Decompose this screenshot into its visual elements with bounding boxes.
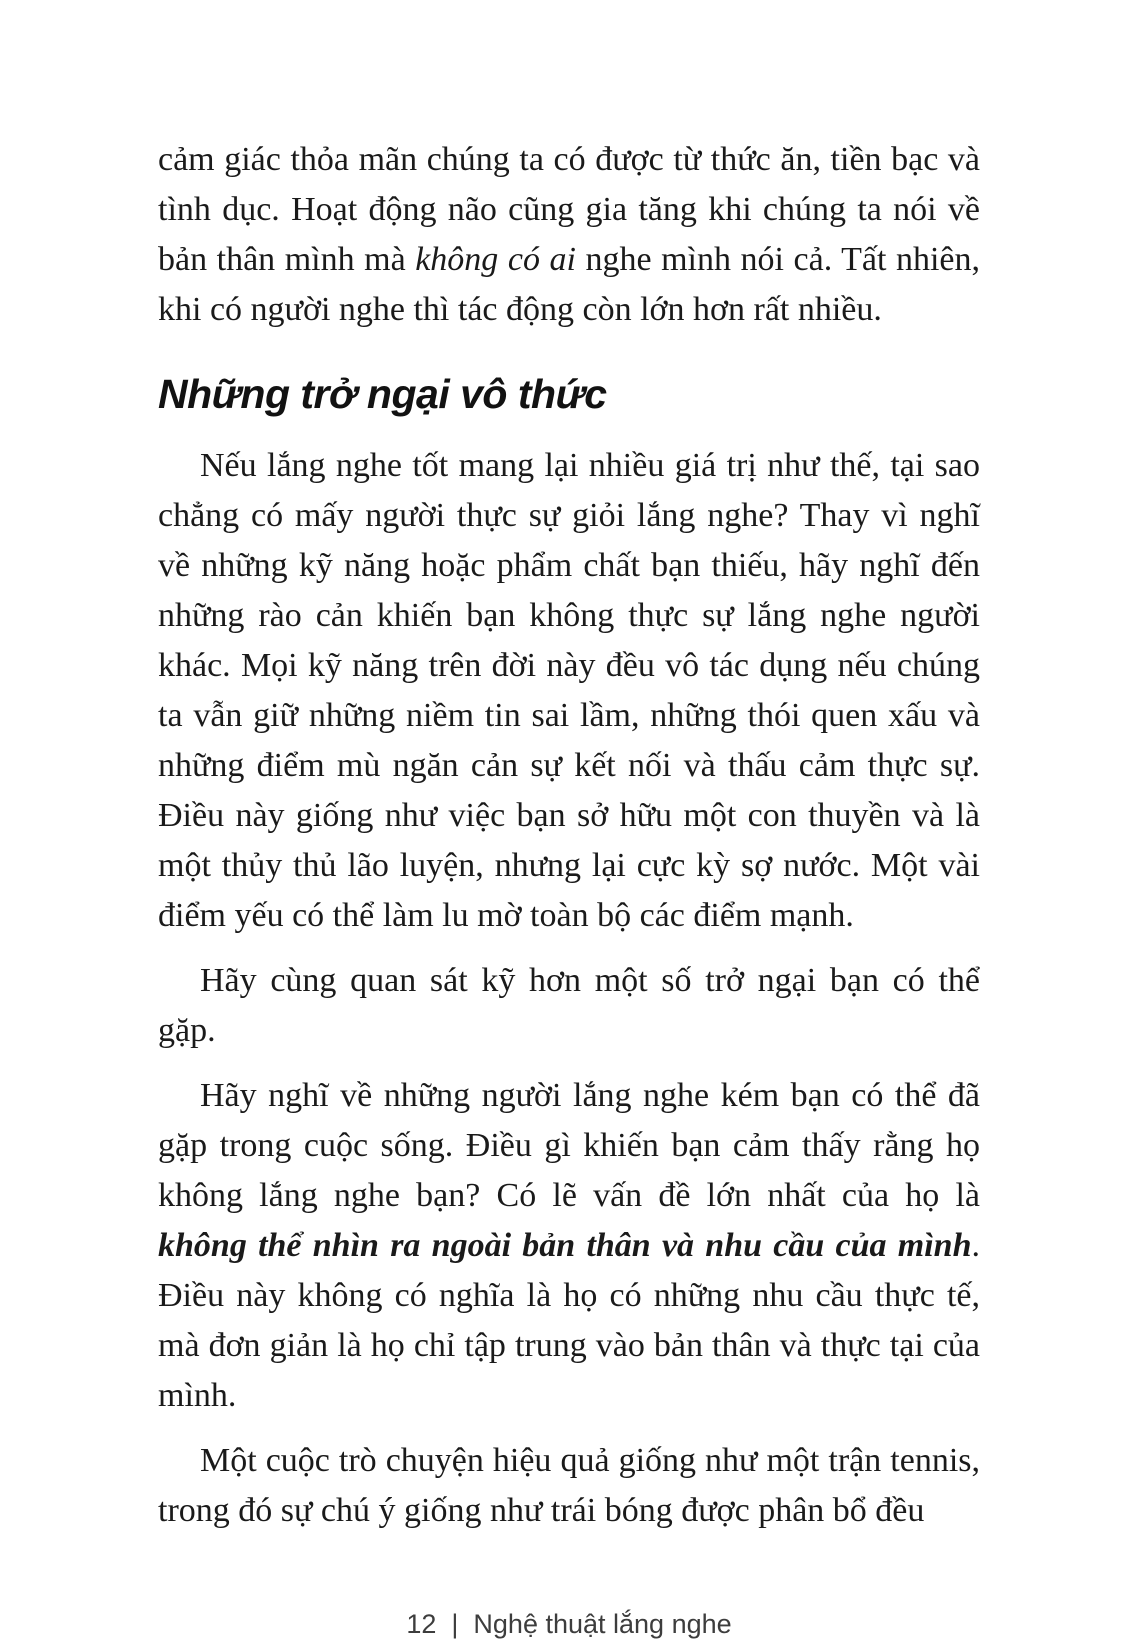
page-number: 12 bbox=[406, 1609, 437, 1639]
italic-phrase: không có ai bbox=[415, 241, 576, 278]
paragraph-barriers: Nếu lắng nghe tốt mang lại nhiều giá trị như thế, tại sao chẳng có mấy người thực sự giỏi lắng nghe? Thay vì nghĩ về những kỹ năng hoặc phẩm chất bạn thiếu, hãy nghĩ đến những rào cản khiến bạn không thực sự lắng nghe người khác. Mọi kỹ năng trên đời này đều vô tác dụng nếu chúng ta vẫn giữ những niềm tin sai lầm, những thói quen xấu và những điểm mù ngăn cản sự kết nối và thấu cảm thực sự. Điều này giống như việc bạn sở hữu một con thuyền và là một thủy thủ lão luyện, nhưng lại cực kỳ sợ nước. Một vài điểm yếu có thể làm lu mờ toàn bộ các điểm mạnh. bbox=[158, 447, 980, 934]
section-heading: Những trở ngại vô thức bbox=[158, 371, 607, 417]
text-run: nghe mình nói cả. Tất nhiên, khi có người nghe thì tác động còn lớn hơn rất nhiều. bbox=[158, 241, 981, 328]
bold-italic-phrase: không thể nhìn ra ngoài bản thân và nhu cầu của mình bbox=[158, 1227, 972, 1264]
paragraph-intro bbox=[158, 135, 980, 335]
paragraph-poor-listeners bbox=[158, 1071, 980, 1421]
paragraph-tennis: Một cuộc trò chuyện hiệu quả giống như một trận tennis, trong đó sự chú ý giống như trái bóng được phân bổ đều bbox=[158, 1442, 980, 1529]
paragraph-observe: Hãy cùng quan sát kỹ hơn một số trở ngại bạn có thể gặp. bbox=[158, 962, 980, 1049]
page-footer bbox=[158, 1608, 980, 1640]
book-title: Nghệ thuật lắng nghe bbox=[473, 1609, 732, 1639]
footer-separator: | bbox=[451, 1609, 459, 1639]
text-run: cảm giác thỏa mãn chúng ta có được từ thức ăn, tiền bạc và tình dục. Hoạt động não cũng gia tăng khi chúng ta nói về bản thân mình mà bbox=[158, 141, 980, 278]
text-run: . Điều này không có nghĩa là họ có những nhu cầu thực tế, mà đơn giản là họ chỉ tập trung vào bản thân và thực tại của mình. bbox=[158, 1227, 980, 1414]
text-run: Hãy nghĩ về những người lắng nghe kém bạn có thể đã gặp trong cuộc sống. Điều gì khiến bạn cảm thấy rằng họ không lắng nghe bạn? Có lẽ vấn đề lớn nhất của họ là bbox=[158, 1077, 980, 1214]
page-content bbox=[158, 135, 980, 1536]
